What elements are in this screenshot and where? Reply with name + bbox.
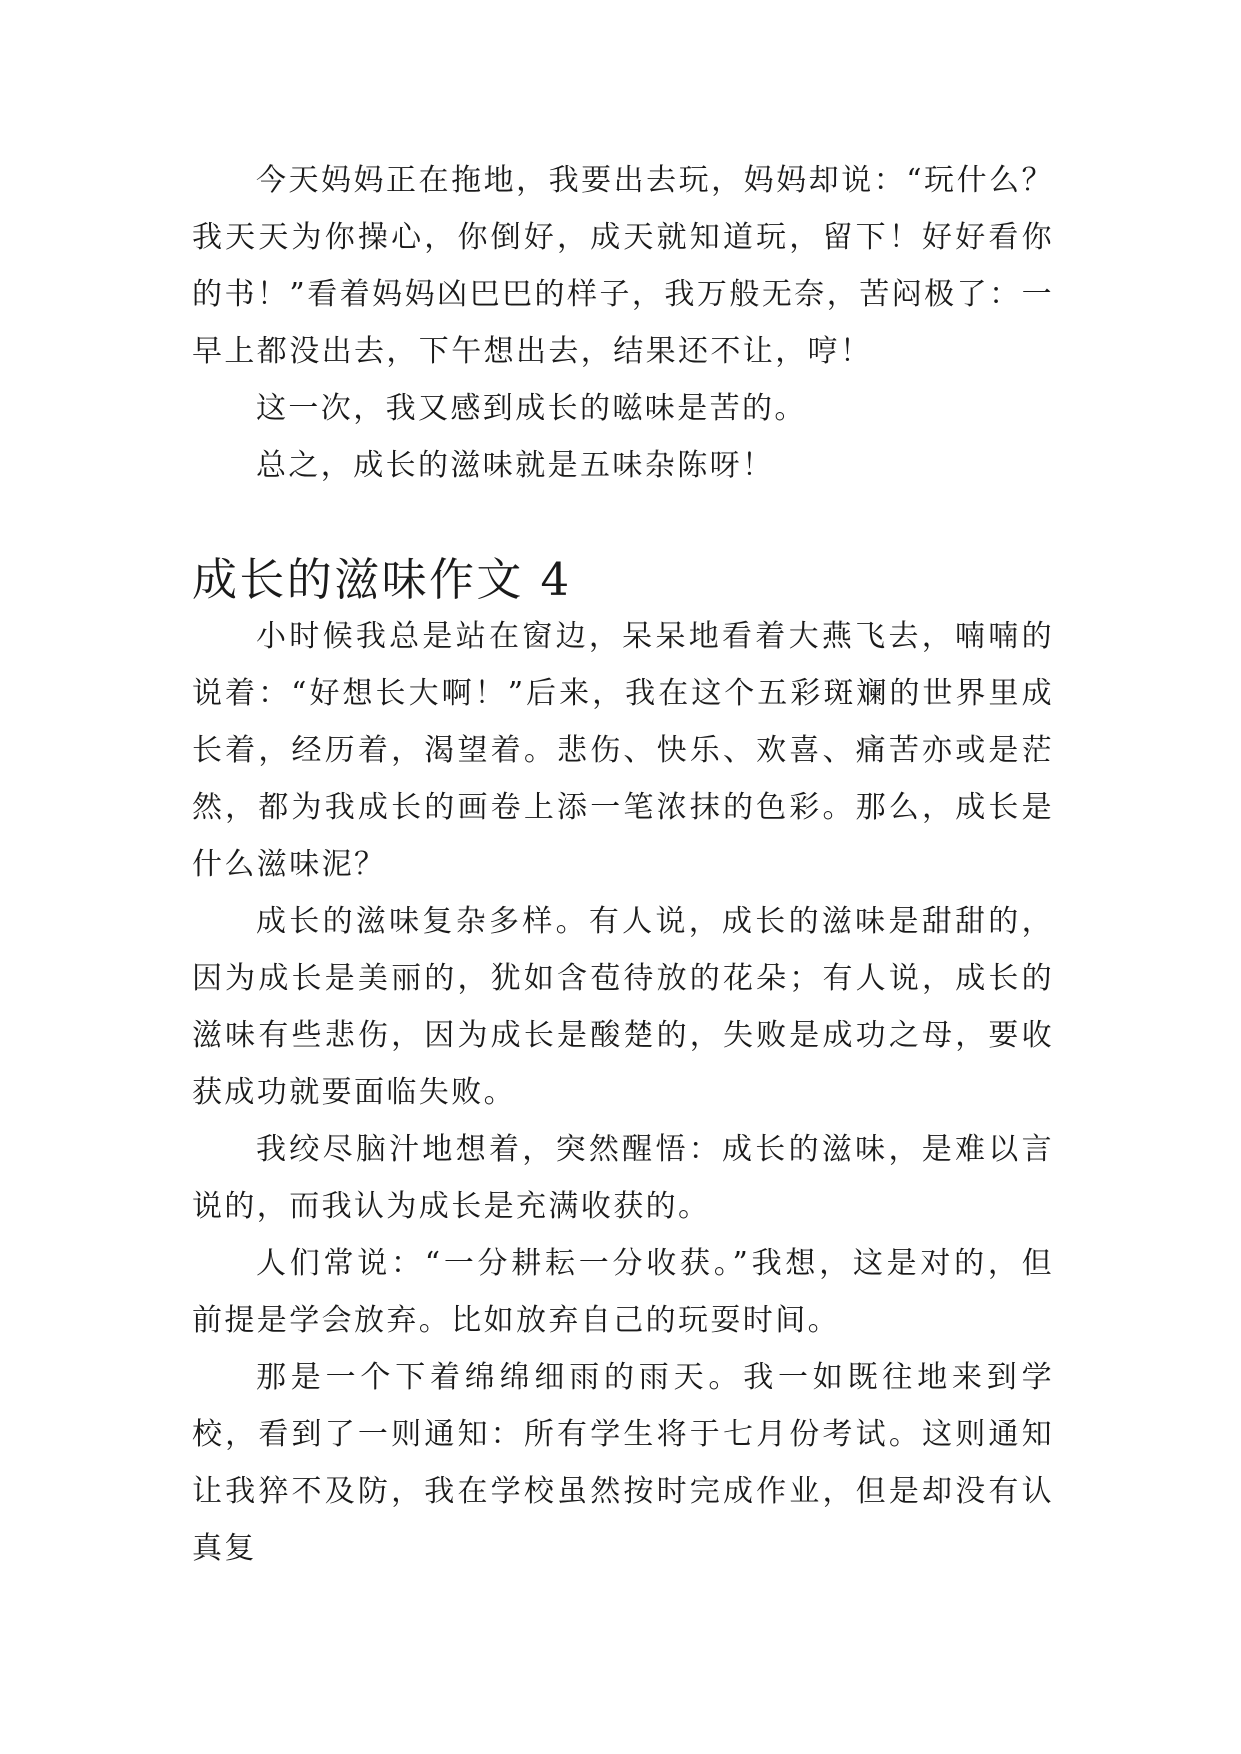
paragraph-mom-mopping: 今天妈妈正在拖地，我要出去玩，妈妈却说：“玩什么？我天天为你操心，你倒好，成天就知道玩，留下！好好看你的书！”看着妈妈凶巴巴的样子，我万般无奈，苦闷极了：一早上都没出去，下午想出去，结果还不让，哼！ <box>192 163 1054 369</box>
section-title: 成长的滋味作文 4 <box>192 553 572 606</box>
paragraph-childhood: 小时候我总是站在窗边，呆呆地看着大燕飞去，喃喃的说着：“好想长大啊！”后来，我在这个五彩斑斓的世界里成长着，经历着，渴望着。悲伤、快乐、欢喜、痛苦亦或是茫然，都为我成长的画卷上添一笔浓抹的色彩。那么，成长是什么滋味泥？ <box>192 619 1054 882</box>
paragraph-complex-taste: 成长的滋味复杂多样。有人说，成长的滋味是甜甜的，因为成长是美丽的，犹如含苞待放的花朵；有人说，成长的滋味有些悲伤，因为成长是酸楚的，失败是成功之母，要收获成功就要面临失败。 <box>192 904 1054 1110</box>
paragraph-bitter-taste: 这一次，我又感到成长的嗞味是苦的。 <box>256 391 807 426</box>
paragraph-rainy-day: 那是一个下着绵绵细雨的雨天。我一如既往地来到学校，看到了一则通知：所有学生将于七月份考试。这则通知让我猝不及防，我在学校虽然按时完成作业，但是却没有认真复 <box>192 1360 1054 1566</box>
paragraph-saying: 人们常说：“一分耕耘一分收获。”我想，这是对的，但前提是学会放弃。比如放弃自己的玩耍时间。 <box>192 1246 1054 1338</box>
document-body <box>192 152 1054 1577</box>
paragraph-conclusion: 总之，成长的滋味就是五味杂陈呀！ <box>256 448 775 483</box>
paragraph-realization: 我绞尽脑汁地想着，突然醒悟：成长的滋味，是难以言说的，而我认为成长是充满收获的。 <box>192 1132 1054 1224</box>
